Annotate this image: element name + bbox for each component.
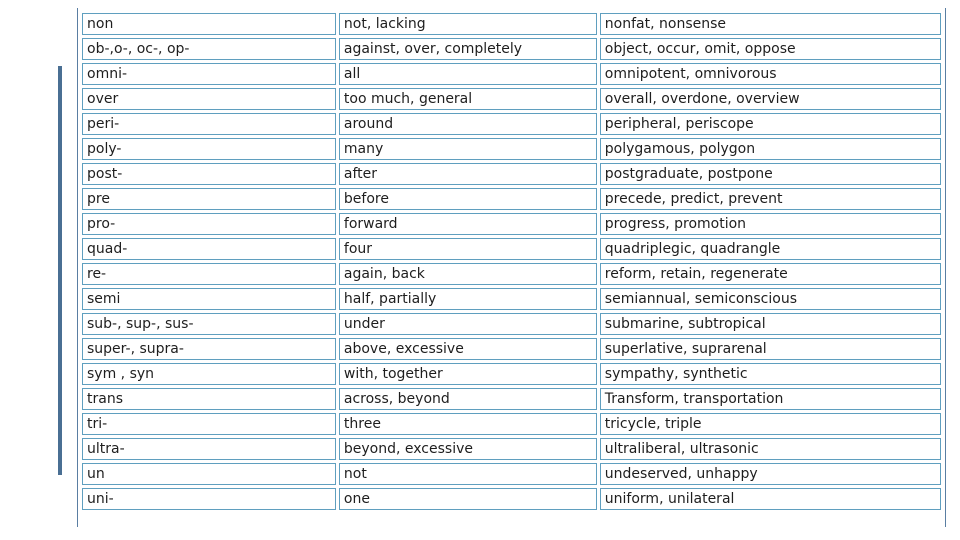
- prefix-cell: un: [82, 463, 336, 485]
- meaning-cell: again, back: [339, 263, 597, 285]
- table-row: [82, 13, 941, 35]
- table-row: [82, 413, 941, 435]
- table-row: [82, 63, 941, 85]
- example-cell: superlative, suprarenal: [600, 338, 941, 360]
- table-row: [82, 38, 941, 60]
- example-cell: undeserved, unhappy: [600, 463, 941, 485]
- table-row: [82, 438, 941, 460]
- meaning-cell: not: [339, 463, 597, 485]
- example-cell: sympathy, synthetic: [600, 363, 941, 385]
- prefix-cell: re-: [82, 263, 336, 285]
- table-row: [82, 338, 941, 360]
- example-cell: nonfat, nonsense: [600, 13, 941, 35]
- meaning-cell: not, lacking: [339, 13, 597, 35]
- example-cell: peripheral, periscope: [600, 113, 941, 135]
- table-row: [82, 313, 941, 335]
- prefix-cell: omni-: [82, 63, 336, 85]
- slide-accent-bar: [58, 66, 62, 475]
- example-cell: overall, overdone, overview: [600, 88, 941, 110]
- example-cell: progress, promotion: [600, 213, 941, 235]
- example-cell: semiannual, semiconscious: [600, 288, 941, 310]
- meaning-cell: above, excessive: [339, 338, 597, 360]
- meaning-cell: under: [339, 313, 597, 335]
- example-cell: postgraduate, postpone: [600, 163, 941, 185]
- table-row: [82, 238, 941, 260]
- meaning-cell: all: [339, 63, 597, 85]
- meaning-cell: half, partially: [339, 288, 597, 310]
- prefix-cell: ob-,o-, oc-, op-: [82, 38, 336, 60]
- meaning-cell: three: [339, 413, 597, 435]
- prefix-cell: peri-: [82, 113, 336, 135]
- prefix-cell: super-, supra-: [82, 338, 336, 360]
- prefix-cell: trans: [82, 388, 336, 410]
- example-cell: omnipotent, omnivorous: [600, 63, 941, 85]
- table-row: [82, 88, 941, 110]
- prefix-cell: semi: [82, 288, 336, 310]
- table-row: [82, 463, 941, 485]
- prefix-cell: tri-: [82, 413, 336, 435]
- example-cell: object, occur, omit, oppose: [600, 38, 941, 60]
- example-cell: precede, predict, prevent: [600, 188, 941, 210]
- meaning-cell: across, beyond: [339, 388, 597, 410]
- prefix-cell: ultra-: [82, 438, 336, 460]
- prefix-cell: over: [82, 88, 336, 110]
- meaning-cell: many: [339, 138, 597, 160]
- prefix-cell: pro-: [82, 213, 336, 235]
- meaning-cell: against, over, completely: [339, 38, 597, 60]
- prefix-cell: sub-, sup-, sus-: [82, 313, 336, 335]
- prefix-cell: non: [82, 13, 336, 35]
- example-cell: tricycle, triple: [600, 413, 941, 435]
- meaning-cell: after: [339, 163, 597, 185]
- table-row: [82, 163, 941, 185]
- table-row: [82, 188, 941, 210]
- meaning-cell: forward: [339, 213, 597, 235]
- table-row: [82, 363, 941, 385]
- meaning-cell: with, together: [339, 363, 597, 385]
- prefix-meaning-table: [79, 10, 944, 513]
- example-cell: ultraliberal, ultrasonic: [600, 438, 941, 460]
- table-row: [82, 113, 941, 135]
- meaning-cell: around: [339, 113, 597, 135]
- table-row: [82, 288, 941, 310]
- prefix-cell: pre: [82, 188, 336, 210]
- table-row: [82, 138, 941, 160]
- example-cell: quadriplegic, quadrangle: [600, 238, 941, 260]
- example-cell: polygamous, polygon: [600, 138, 941, 160]
- example-cell: uniform, unilateral: [600, 488, 941, 510]
- prefix-cell: poly-: [82, 138, 336, 160]
- prefix-cell: uni-: [82, 488, 336, 510]
- meaning-cell: too much, general: [339, 88, 597, 110]
- table-row: [82, 213, 941, 235]
- example-cell: Transform, transportation: [600, 388, 941, 410]
- meaning-cell: before: [339, 188, 597, 210]
- meaning-cell: beyond, excessive: [339, 438, 597, 460]
- meaning-cell: four: [339, 238, 597, 260]
- table-row: [82, 388, 941, 410]
- table-body: [82, 13, 941, 510]
- example-cell: submarine, subtropical: [600, 313, 941, 335]
- prefix-cell: quad-: [82, 238, 336, 260]
- table-row: [82, 263, 941, 285]
- prefix-cell: sym , syn: [82, 363, 336, 385]
- prefix-cell: post-: [82, 163, 336, 185]
- table-row: [82, 488, 941, 510]
- example-cell: reform, retain, regenerate: [600, 263, 941, 285]
- meaning-cell: one: [339, 488, 597, 510]
